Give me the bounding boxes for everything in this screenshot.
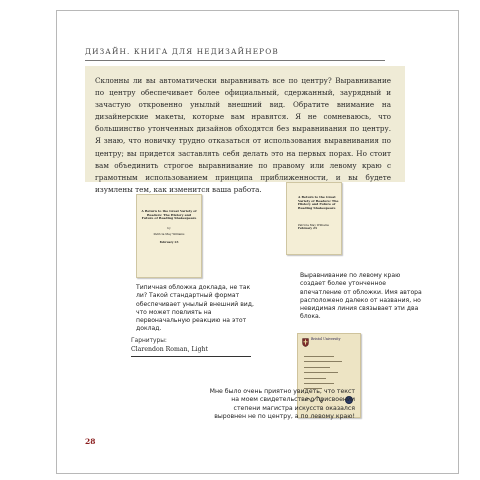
intro-box [85,66,405,194]
cover-title: A Return to the Great Variety of Readers: The History and Future of Reading Shakespeare [298,195,339,211]
running-head-rule [85,60,385,61]
intro-text: Склонны ли вы автоматически выравнивать все по центру? Выравнивание по центру обеспечивает более официальный, сдержанный, заурядный и зачастую откровенно унылый внешний вид. Обратите внимание на дизайнерские макеты, которые вам нравятся. Я не сомневаюсь, что большинство утонченных дизайнов обходятся без выравнивания по центру. Я знаю, что новичку трудно отказаться от использования выравнивания по центру; вы придется заставлять себя делать это на первых порах. Но стоит вам объединить строгое выравнивание по правому или левому краю с грамотным использованием принципа приближенности, и вы будете изумлены тем, как изменится ваша работа. [95,76,391,194]
certificate-text-line [304,372,338,373]
cover-date: February 23 [159,239,179,244]
left-aligned-report-cover [286,182,342,255]
certificate-text-line [304,383,334,384]
cover-title: A Return to the Great Variety of Readers: The History and Future of Reading Shakespeare [141,209,197,221]
cover-by: by [167,226,171,231]
book-page [56,10,459,474]
running-head: ДИЗАЙН. КНИГА ДЛЯ НЕДИЗАЙНЕРОВ [85,47,279,56]
certificate-text-line [304,356,334,357]
typeface-name: Clarendon Roman, Light [131,346,209,353]
page-number: 28 [85,437,96,446]
caption-centered-cover: Типичная обложка доклада, не так ли? Такой стандартный формат обеспечивает унылый внешний вид, что может повлиять на первоначальную реакцию на этот доклад. [136,284,254,333]
centered-report-cover [136,194,202,278]
certificate-text-line [304,367,330,368]
typefaces-rule [131,356,251,357]
university-crest-icon [302,338,309,347]
cover-date: February 23 [298,226,317,231]
certificate-university: Bristol University [311,337,341,341]
caption-left-aligned-cover: Выравнивание по левому краю создает более утонченное впечатление от обложки. Имя автора расположено далеко от названия, но невидимая линия связывает эти два блока. [300,272,422,321]
certificate-text-line [304,361,342,362]
cover-author: Patricia May Williams [298,222,329,227]
cover-author: Patricia May Williams [153,232,185,237]
caption-certificate: Мне было очень приятно увидеть, что текст на моем свидетельстве о присвоении степени магистра искусств оказался выровнен не по центру, а по левому краю! [209,388,355,421]
typefaces-label: Гарнитуры: [131,338,167,344]
certificate-text-line [304,378,326,379]
